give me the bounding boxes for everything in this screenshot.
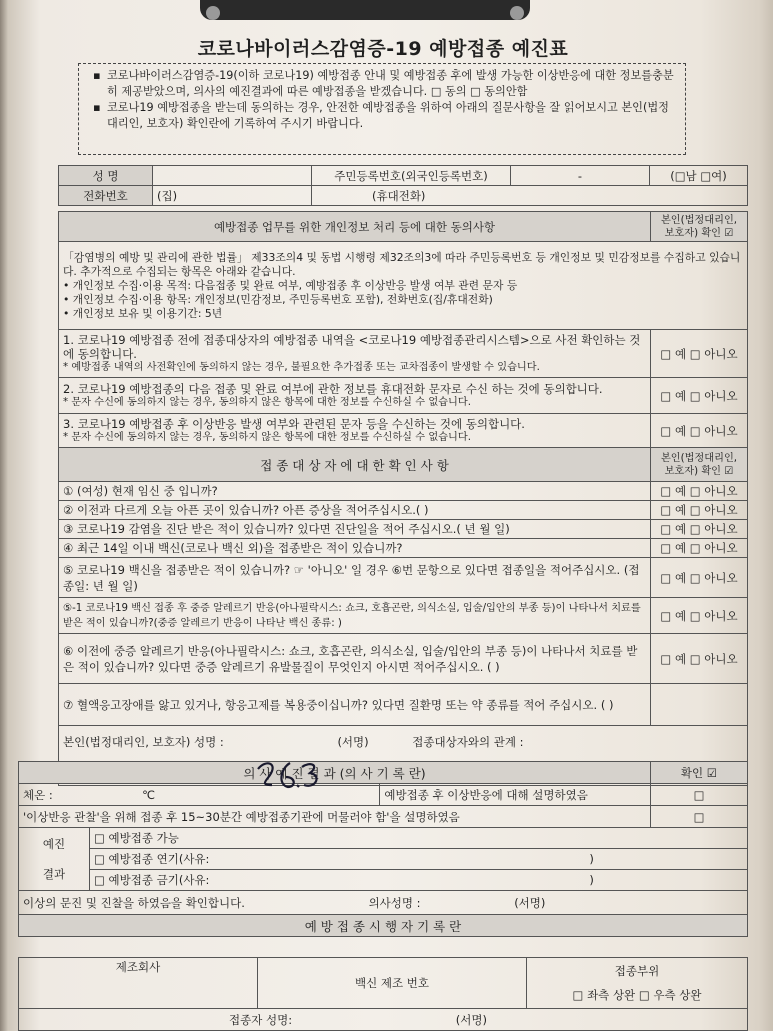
name-field[interactable] [153,166,312,186]
notice-line-1: ▪ 코로나바이러스감염증-19(이하 코로나19) 예방접종 안내 및 예방접종 후에 발생 가능한 이상반응에 대한 정보를충분히 제공받았으며, 의사의 예진결과에 따른 예방접종을 받겠습니다. □ 동의 □ 동의안함 [93,68,679,100]
id-field[interactable]: - [511,166,650,186]
privacy-item-2: 2. 코로나19 예방접종의 다음 접종 및 완료 여부에 관한 정보를 휴대전화 문자로 수신 하는 것에 동의합니다. * 문자 수신에 동의하지 않는 경우, 동의하지 않은 항목에 대한 정보를 수신하실 수 없습니다. [59,378,651,414]
lot-number-cell[interactable]: 백신 제조 번호 [258,958,527,1009]
explain-check[interactable]: □ [651,784,748,806]
name-label: 성 명 [59,166,153,186]
site-options[interactable]: □ 좌측 상완 □ 우측 상완 [572,988,702,1002]
doctor-seal[interactable]: (서명) [514,895,546,910]
question-3: ③ 코로나19 감염을 진단 받은 적이 있습니까? 있다면 진단일을 적어 주십시오.( 년 월 일) [59,520,651,539]
gender-field[interactable]: (□남 □여) [650,166,748,186]
question-5-1: ⑤-1 코로나19 백신 접종 후 중증 알레르기 반응(아나필락시스: 쇼크, 호흡곤란, 의식소실, 입술/입안의 부종 등)이 나타나서 치료를 받은 적이 있습니까?(중증 알레르기 반응이 나타난 백신 종류: ) [59,598,651,634]
result-option-postpone[interactable]: □ 예방접종 연기(사유: ) [90,849,748,870]
result-label: 예진 결과 [19,828,90,891]
privacy-body: 「감염병의 예방 및 관리에 관한 법률」 제33조의4 및 동법 시행령 제32조의3에 따라 주민등록번호 등 개인정보 및 민감정보를 수집하고 있습니다. 추가적으로 수집되는 항목은 아래와 같습니다. • 개인정보 수집·이용 목적: 다음접종 및 완료 여부, 예방접종 후 이상반응 발생 여부 관련 문자 등 • 개인정보 수집·이용 항목: 개인정보(민감정보, 주민등록번호 포함), 전화번호(집/휴대전화) • 개인정보 보유 및 이용기간: 5년 [59,242,748,330]
consent-notice [78,63,686,155]
question-5-yn[interactable]: □ 예 □ 아니오 [651,558,748,598]
temp-unit: ℃ [142,787,155,802]
record-header: 예 방 접 종 시 행 자 기 록 란 [19,915,748,937]
question-7-blank [651,684,748,726]
question-5: ⑤ 코로나19 백신을 접종받은 적이 있습니까? ☞ '아니오' 일 경우 ⑥번 문항으로 있다면 접종일을 적어주십시오. (접종일: 년 월 일) [59,558,651,598]
vaccinator-line: 접종자 성명: (서명) [19,1009,748,1031]
check-confirm: 본인(법정대리인, 보호자) 확인 ☑ [651,448,748,482]
record-table [18,957,748,1031]
signer-label: 본인(법정대리인, 보호자) 성명 : [63,734,224,749]
relation-label: 접종대상자와의 관계 : [412,734,524,749]
form-title: 코로나바이러스감염증-19 예방접종 예진표 [197,38,569,60]
observe-text: '이상반응 관찰'을 위해 접종 후 15~30분간 예방접종기관에 머물러야 함'을 설명하였음 [19,806,651,828]
site-cell: 접종부위 □ 좌측 상완 □ 우측 상완 [527,958,748,1009]
basic-info-table [58,165,748,206]
form-page [18,20,748,1031]
question-7: ⑦ 혈액응고장애를 앓고 있거나, 항응고제를 복용중이십니까? 있다면 질환명 또는 약 종류를 적어 주십시오. ( ) [59,684,651,726]
temp-label: 체온 : [23,787,53,802]
privacy-item-1: 1. 코로나19 예방접종 전에 접종대상자의 예방접종 내역을 <코로나19 예방접종관리시스템>으로 사전 확인하는 것에 동의합니다. * 예방접종 내역의 사전확인에 동의하지 않는 경우, 불필요한 추가접종 또는 교차접종이 발생할 수 있습니다. [59,330,651,378]
manufacturer-cell[interactable]: 제조회사 [19,958,258,1009]
question-4-yn[interactable]: □ 예 □ 아니오 [651,539,748,558]
id-label: 주민등록번호(외국인등록번호) [312,166,511,186]
privacy-item-2-yn[interactable]: □ 예 □ 아니오 [651,378,748,414]
mobile-phone-field[interactable]: (휴대전화) [312,186,748,206]
signer-seal[interactable]: (서명) [337,734,369,749]
privacy-confirm: 본인(법정대리인, 보호자) 확인 ☑ [651,212,748,242]
doctor-confirm: 확인 ☑ [651,762,748,784]
observe-check[interactable]: □ [651,806,748,828]
check-header: 접 종 대 상 자 에 대 한 확 인 사 항 [59,448,651,482]
doctor-confirm-line: 이상의 문진 및 진찰을 하였음을 확인합니다. 의사성명 : (서명) [19,891,748,915]
privacy-item-3: 3. 코로나19 예방접종 후 이상반응 발생 여부와 관련된 문자 등을 수신하는 것에 동의합니다. * 문자 수신에 동의하지 않는 경우, 동의하지 않은 항목에 대한 정보를 수신하실 수 없습니다. [59,414,651,448]
question-2-yn[interactable]: □ 예 □ 아니오 [651,501,748,520]
consent-table [58,211,748,786]
privacy-header: 예방접종 업무를 위한 개인정보 처리 등에 대한 동의사항 [59,212,651,242]
doctor-table [18,761,748,937]
explain-text: 예방접종 후 이상반응에 대해 설명하였음 [380,784,651,806]
result-option-ok[interactable]: □ 예방접종 가능 [90,828,748,849]
notice-line-2: ▪ 코로나19 예방접종을 받는데 동의하는 경우, 안전한 예방접종을 위하여 아래의 질문사항을 잘 읽어보시고 본인(법정대리인, 보호자) 확인란에 기록하여 주시기 바랍니다. [93,100,679,132]
phone-label: 전화번호 [59,186,153,206]
question-1: ① (여성) 현재 임신 중 입니까? [59,482,651,501]
doctor-header: 의 사 예 진 결 과 (의 사 기 록 란) [19,762,651,784]
question-5-1-yn[interactable]: □ 예 □ 아니오 [651,598,748,634]
doctor-name-label: 의사성명 : [368,895,421,910]
question-6-yn[interactable]: □ 예 □ 아니오 [651,634,748,684]
clipboard-clip [200,0,530,20]
question-2: ② 이전과 다르게 오늘 아픈 곳이 있습니까? 아픈 증상을 적어주십시오.( ) [59,501,651,520]
consent-checkbox[interactable]: □ 동의 □ 동의안함 [430,85,528,98]
question-1-yn[interactable]: □ 예 □ 아니오 [651,482,748,501]
privacy-item-3-yn[interactable]: □ 예 □ 아니오 [651,414,748,448]
question-3-yn[interactable]: □ 예 □ 아니오 [651,520,748,539]
result-option-contraindicated[interactable]: □ 예방접종 금기(사유: ) [90,870,748,891]
question-6: ⑥ 이전에 중증 알레르기 반응(아나필락시스: 쇼크, 호흡곤란, 의식소실, 입술/입안의 부종 등)이 나타나서 치료를 받은 적이 있습니까? 있다면 중증 알레르기 유발물질이 무엇인지 아시면 적어주십시오. ( ) [59,634,651,684]
vaccinator-seal[interactable]: (서명) [455,1012,487,1027]
privacy-item-1-yn[interactable]: □ 예 □ 아니오 [651,330,748,378]
home-phone-field[interactable]: (집) [153,186,312,206]
question-4: ④ 최근 14일 이내 백신(코로나 백신 외)을 접종받은 적이 있습니까? [59,539,651,558]
temperature-handwriting [250,755,330,805]
